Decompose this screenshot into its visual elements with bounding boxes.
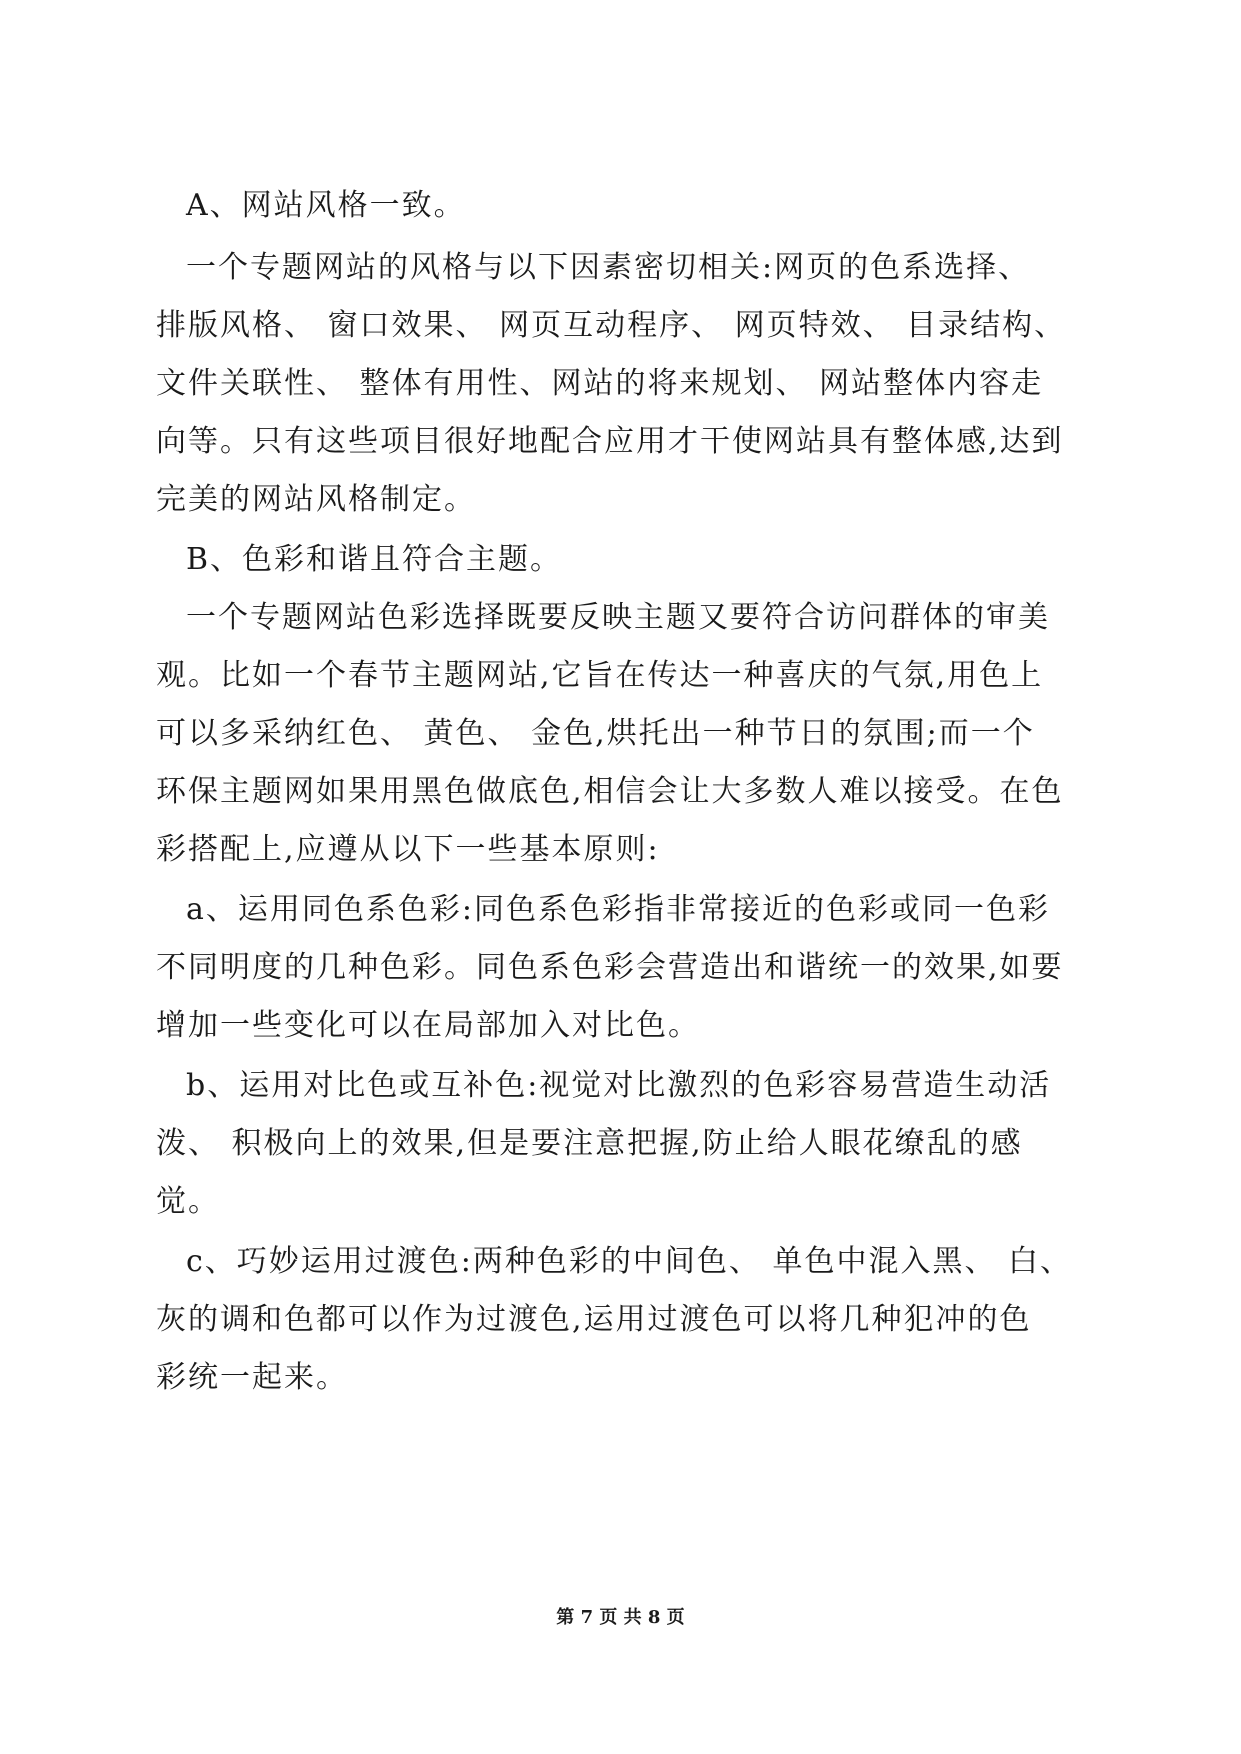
paragraph-line: 增加一些变化可以在局部加入对比色。 (156, 1008, 700, 1043)
paragraph-line: 觉。 (156, 1184, 220, 1219)
list-item-b: b、运用对比色或互补色:视觉对比激烈的色彩容易营造生动活 (186, 1068, 1052, 1103)
paragraph-line: 文件关联性、 整体有用性、网站的将来规划、 网站整体内容走 (156, 366, 1044, 401)
heading-a: A、网站风格一致。 (186, 188, 466, 223)
paragraph-line: 可以多采纳红色、 黄色、 金色,烘托出一种节日的氛围;而一个 (156, 716, 1035, 751)
paragraph-line: 向等。只有这些项目很好地配合应用才干使网站具有整体感,达到 (156, 424, 1064, 459)
paragraph-line: 彩搭配上,应遵从以下一些基本原则: (156, 832, 660, 867)
list-item-a: a、运用同色系色彩:同色系色彩指非常接近的色彩或同一色彩 (186, 892, 1050, 927)
list-item-c: c、巧妙运用过渡色:两种色彩的中间色、 单色中混入黑、 白、 (186, 1244, 1072, 1279)
heading-b: B、色彩和谐且符合主题。 (186, 542, 563, 577)
page-number-footer: 第 7 页 共 8 页 (556, 1607, 685, 1628)
paragraph-line: 泼、 积极向上的效果,但是要注意把握,防止给人眼花缭乱的感 (156, 1126, 1023, 1161)
paragraph-line: 一个专题网站的风格与以下因素密切相关:网页的色系选择、 (186, 250, 1031, 285)
paragraph-line: 灰的调和色都可以作为过渡色,运用过渡色可以将几种犯冲的色 (156, 1302, 1032, 1337)
paragraph-line: 完美的网站风格制定。 (156, 482, 476, 517)
paragraph-line: 排版风格、 窗口效果、 网页互动程序、 网页特效、 目录结构、 (156, 308, 1067, 343)
paragraph-line: 不同明度的几种色彩。同色系色彩会营造出和谐统一的效果,如要 (156, 950, 1064, 985)
paragraph-line: 彩统一起来。 (156, 1360, 348, 1395)
paragraph-line: 一个专题网站色彩选择既要反映主题又要符合访问群体的审美 (186, 600, 1050, 635)
paragraph-line: 环保主题网如果用黑色做底色,相信会让大多数人难以接受。在色 (156, 774, 1064, 809)
paragraph-line: 观。比如一个春节主题网站,它旨在传达一种喜庆的气氛,用色上 (156, 658, 1044, 693)
